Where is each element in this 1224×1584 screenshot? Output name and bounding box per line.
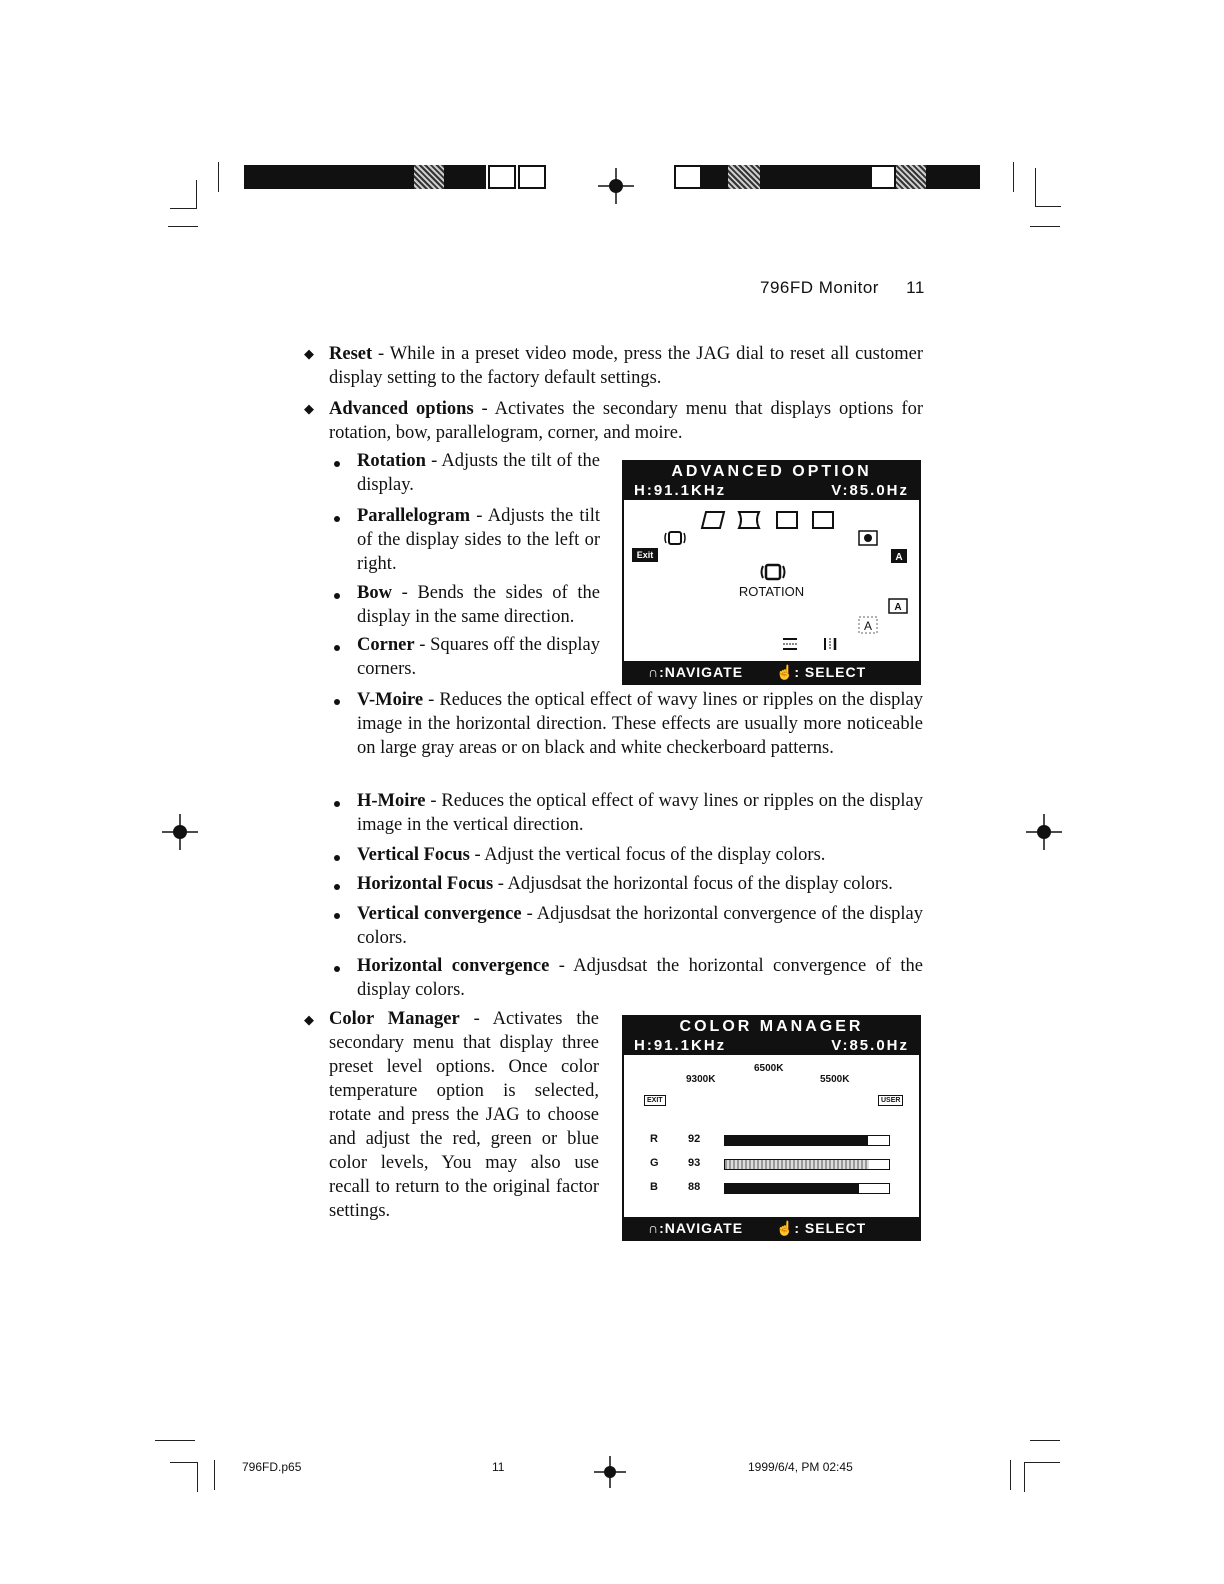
recall-icon[interactable] — [890, 548, 908, 569]
bullet-dot-icon — [334, 593, 340, 599]
corner-paragraph — [357, 633, 600, 681]
osd-title: ADVANCED OPTION — [624, 462, 919, 482]
preset-9300k[interactable]: 9300K — [686, 1074, 716, 1085]
bullet-diamond-icon: ◆ — [304, 346, 314, 361]
parallelogram-paragraph — [357, 504, 600, 576]
h-moire-paragraph — [357, 789, 923, 837]
color-manager-term: Color Manager — [329, 1009, 460, 1029]
v-moire-term: V-Moire — [357, 690, 424, 710]
registration-target-icon — [162, 814, 198, 855]
registration-target-icon — [1026, 814, 1062, 855]
select-hint: ☝: SELECT — [775, 1220, 867, 1236]
channel-red-slider[interactable] — [724, 1135, 890, 1146]
v-moire-paragraph — [357, 688, 923, 760]
reset-term: Reset — [329, 344, 373, 364]
h-moire-term: H-Moire — [357, 791, 426, 811]
channel-blue-value: 88 — [688, 1181, 701, 1193]
h-frequency: H:91.1KHz — [634, 482, 727, 499]
navigate-hint: ∩:NAVIGATE — [648, 1220, 744, 1236]
osd-title: COLOR MANAGER — [624, 1017, 919, 1037]
registration-target-icon — [598, 168, 634, 209]
vertical-convergence-term: Vertical convergence — [357, 904, 522, 924]
svg-text:A: A — [895, 552, 903, 563]
color-manager-text: - Activates the secondary menu that display three preset level options. Once color temperature option is selected, rotate and press the JAG to choose and adjust the red, green or blue color levels, You may also use recall to return to the original factor settings. — [329, 1009, 599, 1221]
advanced-term: Advanced options — [329, 399, 474, 419]
channel-green-label: G — [650, 1157, 659, 1169]
vertical-convergence-paragraph — [357, 902, 923, 950]
channel-green-fill — [725, 1160, 869, 1169]
parallelogram-text: - Adjusts the tilt of the display sides to the left or right. — [357, 506, 600, 574]
bullet-diamond-icon: ◆ — [304, 401, 314, 416]
horizontal-focus-term: Horizontal Focus — [357, 874, 494, 894]
rotation-icon[interactable] — [760, 563, 786, 586]
navigate-hint: ∩:NAVIGATE — [648, 664, 744, 680]
footer-page: 11 — [492, 1460, 505, 1474]
vertical-convergence-text: - Adjusdsat the horizontal convergence of the display colors. — [357, 904, 923, 948]
parallelogram-icon[interactable] — [700, 510, 726, 535]
bullet-diamond-icon: ◆ — [304, 1012, 314, 1027]
bow-paragraph — [357, 581, 600, 629]
osd-frequency-row — [624, 1037, 919, 1055]
horizontal-convergence-paragraph — [357, 954, 923, 1002]
channel-blue-fill — [725, 1184, 859, 1193]
user-icon[interactable]: USER — [878, 1095, 903, 1106]
corner-icon[interactable] — [810, 510, 836, 535]
v-frequency: V:85.0Hz — [831, 1037, 909, 1054]
exit-icon[interactable]: EXIT — [644, 1095, 666, 1106]
corner-text: - Squares off the display corners. — [357, 635, 600, 679]
degauss-icon[interactable] — [858, 530, 878, 551]
channel-red-value: 92 — [688, 1133, 701, 1145]
channel-red-label: R — [650, 1133, 658, 1145]
osd-frequency-row — [624, 482, 919, 500]
channel-blue-slider[interactable] — [724, 1183, 890, 1194]
advanced-paragraph — [329, 397, 923, 445]
h-frequency: H:91.1KHz — [634, 1037, 727, 1054]
reset-text: - While in a preset video mode, press the JAG dial to reset all customer display setting to the factory default settings. — [329, 344, 923, 388]
bullet-dot-icon — [334, 966, 340, 972]
rotation-term: Rotation — [357, 451, 426, 471]
rotation-paragraph — [357, 449, 600, 497]
bullet-dot-icon — [334, 516, 340, 522]
page-number: 11 — [906, 278, 925, 297]
v-moire-text: - Reduces the optical effect of wavy lines or ripples on the display image in the horizontal direction. These effects are usually more noticeable on large gray areas or on black and white checkerboard patterns. — [357, 690, 923, 758]
footer-date: 1999/6/4, PM 02:45 — [748, 1460, 853, 1474]
horizontal-focus-text: - Adjusdsat the horizontal focus of the display colors. — [493, 874, 893, 894]
channel-blue-label: B — [650, 1181, 658, 1193]
bullet-dot-icon — [334, 855, 340, 861]
h-moire-icon[interactable] — [782, 637, 798, 656]
page-header — [760, 278, 925, 298]
corner-term: Corner — [357, 635, 415, 655]
channel-green-slider[interactable] — [724, 1159, 890, 1170]
bullet-dot-icon — [334, 884, 340, 890]
footer-file: 796FD.p65 — [242, 1460, 302, 1474]
vertical-focus-term: Vertical Focus — [357, 845, 470, 865]
rotation-left-icon[interactable] — [664, 530, 686, 551]
bullet-dot-icon — [334, 645, 340, 651]
selected-item-label: ROTATION — [738, 584, 805, 599]
select-hint: ☝: SELECT — [775, 664, 867, 680]
bullet-dot-icon — [334, 699, 340, 705]
v-frequency: V:85.0Hz — [831, 482, 909, 499]
color-manager-paragraph — [329, 1007, 599, 1223]
svg-text:A: A — [863, 619, 873, 633]
bow-term: Bow — [357, 583, 392, 603]
exit-icon[interactable]: Exit — [632, 548, 658, 562]
vertical-focus-text: - Adjust the vertical focus of the display colors. — [469, 845, 826, 865]
language-icon[interactable] — [888, 598, 908, 619]
horizontal-convergence-term: Horizontal convergence — [357, 956, 550, 976]
osd-position-icon[interactable] — [858, 616, 878, 639]
osd-footer — [624, 1217, 919, 1239]
bullet-dot-icon — [334, 801, 340, 807]
bow-text: - Bends the sides of the display in the same direction. — [357, 583, 600, 627]
bullet-dot-icon — [334, 461, 340, 467]
parallelogram-term: Parallelogram — [357, 506, 471, 526]
bullet-dot-icon — [334, 913, 340, 919]
horizontal-convergence-text: - Adjusdsat the horizontal convergence of the display colors. — [357, 956, 924, 1000]
osd-footer — [624, 661, 919, 683]
registration-target-icon — [594, 1456, 626, 1493]
preset-5500k[interactable]: 5500K — [820, 1074, 850, 1085]
horizontal-focus-paragraph — [357, 872, 923, 896]
vertical-focus-paragraph — [357, 843, 923, 867]
color-manager-osd — [622, 1015, 921, 1241]
h-moire-text: - Reduces the optical effect of wavy lines or ripples on the display image in the vertical direction. — [357, 791, 923, 835]
preset-6500k[interactable]: 6500K — [754, 1063, 784, 1074]
svg-text:A: A — [894, 602, 902, 613]
channel-green-value: 93 — [688, 1157, 701, 1169]
bow-icon[interactable] — [736, 510, 762, 535]
advanced-option-osd — [622, 460, 921, 685]
channel-red-fill — [725, 1136, 868, 1145]
trapezoid-icon[interactable] — [774, 510, 800, 535]
rotation-text: - Adjusts the tilt of the display. — [357, 451, 600, 495]
v-moire-icon[interactable] — [822, 637, 838, 656]
advanced-text: - Activates the secondary menu that displays options for rotation, bow, parallelogram, corner, and moire. — [329, 399, 923, 443]
reset-paragraph — [329, 342, 923, 390]
page-header-title: 796FD Monitor — [760, 278, 879, 297]
